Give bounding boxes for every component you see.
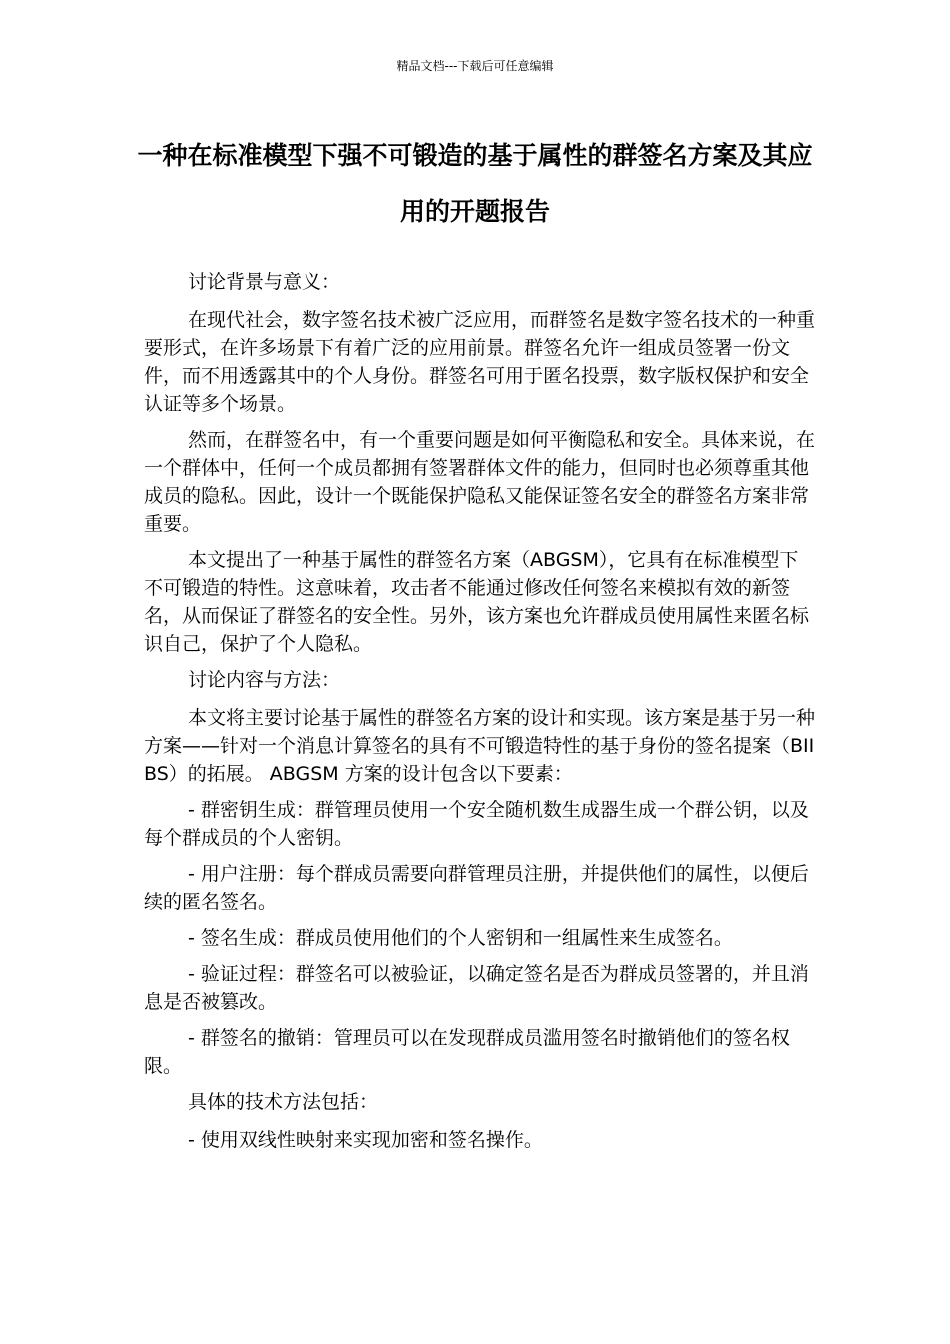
list-item-signature-generation: - 签名生成：群成员使用他们的个人密钥和一组属性来生成签名。 xyxy=(188,927,733,949)
document-title: 一种在标准模型下强不可锻造的基于属性的群签名方案及其应用的开题报告 xyxy=(137,141,813,226)
list-item-verification: - 验证过程：群签名可以被验证，以确定签名是否为群成员签署的，并且消息是否被篡改。 xyxy=(144,963,809,1013)
section-heading-techniques: 具体的技术方法包括： xyxy=(188,1091,379,1113)
section-heading-methods: 讨论内容与方法： xyxy=(188,669,341,691)
list-item-revocation: - 群签名的撤销：管理员可以在发现群成员滥用签名时撤销他们的签名权限。 xyxy=(144,1027,790,1077)
paragraph-intro: 在现代社会，数字签名技术被广泛应用，而群签名是数字签名技术的一种重要形式，在许多场景下有着广泛的应用前景。群签名允许一组成员签署一份文件，而不用透露其中的个人身份。群签名可用于匿名投票，数字版权保护和安全认证等多个场景。 xyxy=(144,309,816,415)
list-item-key-generation: - 群密钥生成：群管理员使用一个安全随机数生成器生成一个群公钥，以及每个群成员的个人密钥。 xyxy=(144,799,809,849)
document-body xyxy=(144,268,816,1162)
paragraph-abgsm-proposal: 本文提出了一种基于属性的群签名方案（ABGSM），它具有在标准模型下不可锻造的特性。这意味着，攻击者不能通过修改任何签名来模拟有效的新签名，从而保证了群签名的安全性。另外，该方案也允许群成员使用属性来匿名标识自己，保护了个人隐私。 xyxy=(144,549,810,655)
paragraph-design-overview: 本文将主要讨论基于属性的群签名方案的设计和实现。该方案是基于另一种方案——针对一个消息计算签名的具有不可锻造特性的基于身份的签名提案（BIIBS）的拓展。 ABGSM 方案的设计包含以下要素： xyxy=(144,707,816,785)
list-item-user-registration: - 用户注册：每个群成员需要向群管理员注册，并提供他们的属性，以便后续的匿名签名。 xyxy=(144,863,809,913)
paragraph-privacy-security: 然而，在群签名中，有一个重要问题是如何平衡隐私和安全。具体来说，在一个群体中，任何一个成员都拥有签署群体文件的能力，但同时也必须尊重其他成员的隐私。因此，设计一个既能保护隐私又能保证签名安全的群签名方案非常重要。 xyxy=(144,429,816,535)
header-note: 精品文档---下载后可任意编辑 xyxy=(396,59,554,73)
list-item-bilinear-mapping: - 使用双线性映射来实现加密和签名操作。 xyxy=(188,1129,543,1151)
section-heading-background: 讨论背景与意义： xyxy=(188,271,341,293)
